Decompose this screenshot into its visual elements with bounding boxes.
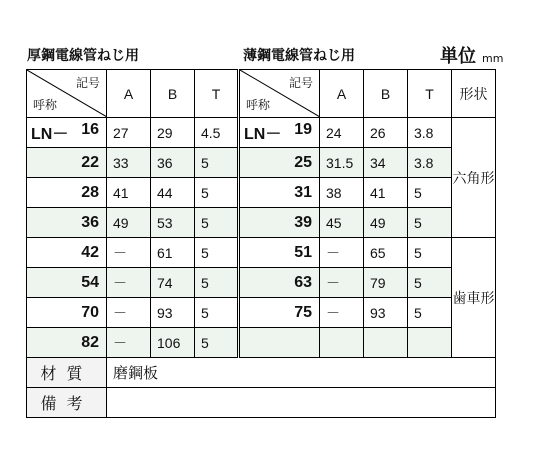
thick-t-cell: 5 <box>195 208 239 238</box>
thin-a-cell: 31.5 <box>320 148 364 178</box>
col-a-header: A <box>320 70 364 118</box>
thin-a-cell: － <box>320 238 364 268</box>
thin-b-cell: 79 <box>364 268 408 298</box>
thin-b-cell: 93 <box>364 298 408 328</box>
thin-t-cell: 5 <box>408 298 452 328</box>
shape-gear-cell: 歯車形 <box>452 238 496 358</box>
thin-b-cell: 26 <box>364 118 408 148</box>
thin-t-cell: 5 <box>408 268 452 298</box>
size-number: 16 <box>81 121 99 138</box>
thin-t-cell: 3.8 <box>408 118 452 148</box>
thin-a-cell: 38 <box>320 178 364 208</box>
table-row <box>27 178 496 208</box>
thick-a-cell: 33 <box>107 148 151 178</box>
thick-size-label: 28 <box>27 178 107 208</box>
thick-size-label: 36 <box>27 208 107 238</box>
table-row <box>27 268 496 298</box>
col-t-header: T <box>195 70 239 118</box>
thick-t-cell: 5 <box>195 178 239 208</box>
thick-size-label: 54 <box>27 268 107 298</box>
thin-t-cell: 5 <box>408 208 452 238</box>
thin-size-label: 39 <box>239 208 320 238</box>
spec-table <box>26 69 496 418</box>
table-row <box>27 298 496 328</box>
size-prefix: LN－ <box>244 126 282 143</box>
nominal-label: 呼称 <box>33 98 58 112</box>
thick-b-cell: 61 <box>151 238 195 268</box>
col-t-header: T <box>408 70 452 118</box>
thick-t-cell: 5 <box>195 268 239 298</box>
table-row <box>27 238 496 268</box>
unit-label-text: 単位 <box>440 46 476 67</box>
thin-b-cell: 65 <box>364 238 408 268</box>
thick-b-cell: 29 <box>151 118 195 148</box>
thick-b-cell: 36 <box>151 148 195 178</box>
size-prefix: LN－ <box>31 126 69 143</box>
table-row <box>27 118 496 148</box>
nominal-label: 呼称 <box>246 98 271 112</box>
thin-b-cell: 34 <box>364 148 408 178</box>
unit-label <box>440 42 503 68</box>
thin-a-cell: － <box>320 298 364 328</box>
thick-conduit-title: 厚鋼電線管ねじ用 <box>27 48 139 64</box>
thick-a-cell: 41 <box>107 178 151 208</box>
thick-b-cell: 44 <box>151 178 195 208</box>
thick-t-cell: 5 <box>195 238 239 268</box>
thick-a-cell: － <box>107 298 151 328</box>
thick-t-cell: 4.5 <box>195 118 239 148</box>
thin-size-label <box>239 118 320 148</box>
thin-t-cell: 5 <box>408 238 452 268</box>
col-b-header: B <box>151 70 195 118</box>
thick-code-nominal-header <box>27 70 107 118</box>
thin-b-cell: 41 <box>364 178 408 208</box>
table-header-row <box>27 70 496 118</box>
thick-size-label: 82 <box>27 328 107 358</box>
thin-b-cell: 49 <box>364 208 408 238</box>
col-b-header: B <box>364 70 408 118</box>
thin-a-cell <box>320 328 364 358</box>
unit-value: mm <box>482 52 504 65</box>
shape-hex-cell: 六角形 <box>452 118 496 238</box>
col-shape-header: 形状 <box>452 70 496 118</box>
thin-code-nominal-header <box>239 70 320 118</box>
table-row <box>27 148 496 178</box>
thick-b-cell: 93 <box>151 298 195 328</box>
thin-a-cell: 24 <box>320 118 364 148</box>
thick-size-label: 42 <box>27 238 107 268</box>
thin-t-cell: 5 <box>408 178 452 208</box>
thick-b-cell: 106 <box>151 328 195 358</box>
thick-b-cell: 53 <box>151 208 195 238</box>
thick-t-cell: 5 <box>195 298 239 328</box>
thick-t-cell: 5 <box>195 328 239 358</box>
table-row <box>27 208 496 238</box>
remarks-label: 備考 <box>27 388 107 418</box>
material-value: 磨鋼板 <box>107 358 496 388</box>
thin-size-label: 63 <box>239 268 320 298</box>
thin-size-label: 75 <box>239 298 320 328</box>
material-row <box>27 358 496 388</box>
thin-size-label <box>239 328 320 358</box>
thick-size-label <box>27 118 107 148</box>
table-row <box>27 328 496 358</box>
thick-size-label: 22 <box>27 148 107 178</box>
thick-b-cell: 74 <box>151 268 195 298</box>
thin-a-cell: － <box>320 268 364 298</box>
thick-t-cell: 5 <box>195 148 239 178</box>
remarks-row <box>27 388 496 418</box>
material-label: 材質 <box>27 358 107 388</box>
thick-a-cell: － <box>107 268 151 298</box>
thin-t-cell: 3.8 <box>408 148 452 178</box>
code-label: 記号 <box>75 76 100 90</box>
thick-a-cell: 49 <box>107 208 151 238</box>
thick-a-cell: － <box>107 328 151 358</box>
thick-a-cell: 27 <box>107 118 151 148</box>
thin-size-label: 31 <box>239 178 320 208</box>
thick-a-cell: － <box>107 238 151 268</box>
remarks-value <box>107 388 496 418</box>
col-a-header: A <box>107 70 151 118</box>
thin-a-cell: 45 <box>320 208 364 238</box>
thin-b-cell <box>364 328 408 358</box>
code-label: 記号 <box>288 76 313 90</box>
thick-size-label: 70 <box>27 298 107 328</box>
thin-t-cell <box>408 328 452 358</box>
thin-size-label: 51 <box>239 238 320 268</box>
thin-size-label: 25 <box>239 148 320 178</box>
thin-conduit-title: 薄鋼電線管ねじ用 <box>243 48 355 64</box>
size-number: 19 <box>294 121 312 138</box>
